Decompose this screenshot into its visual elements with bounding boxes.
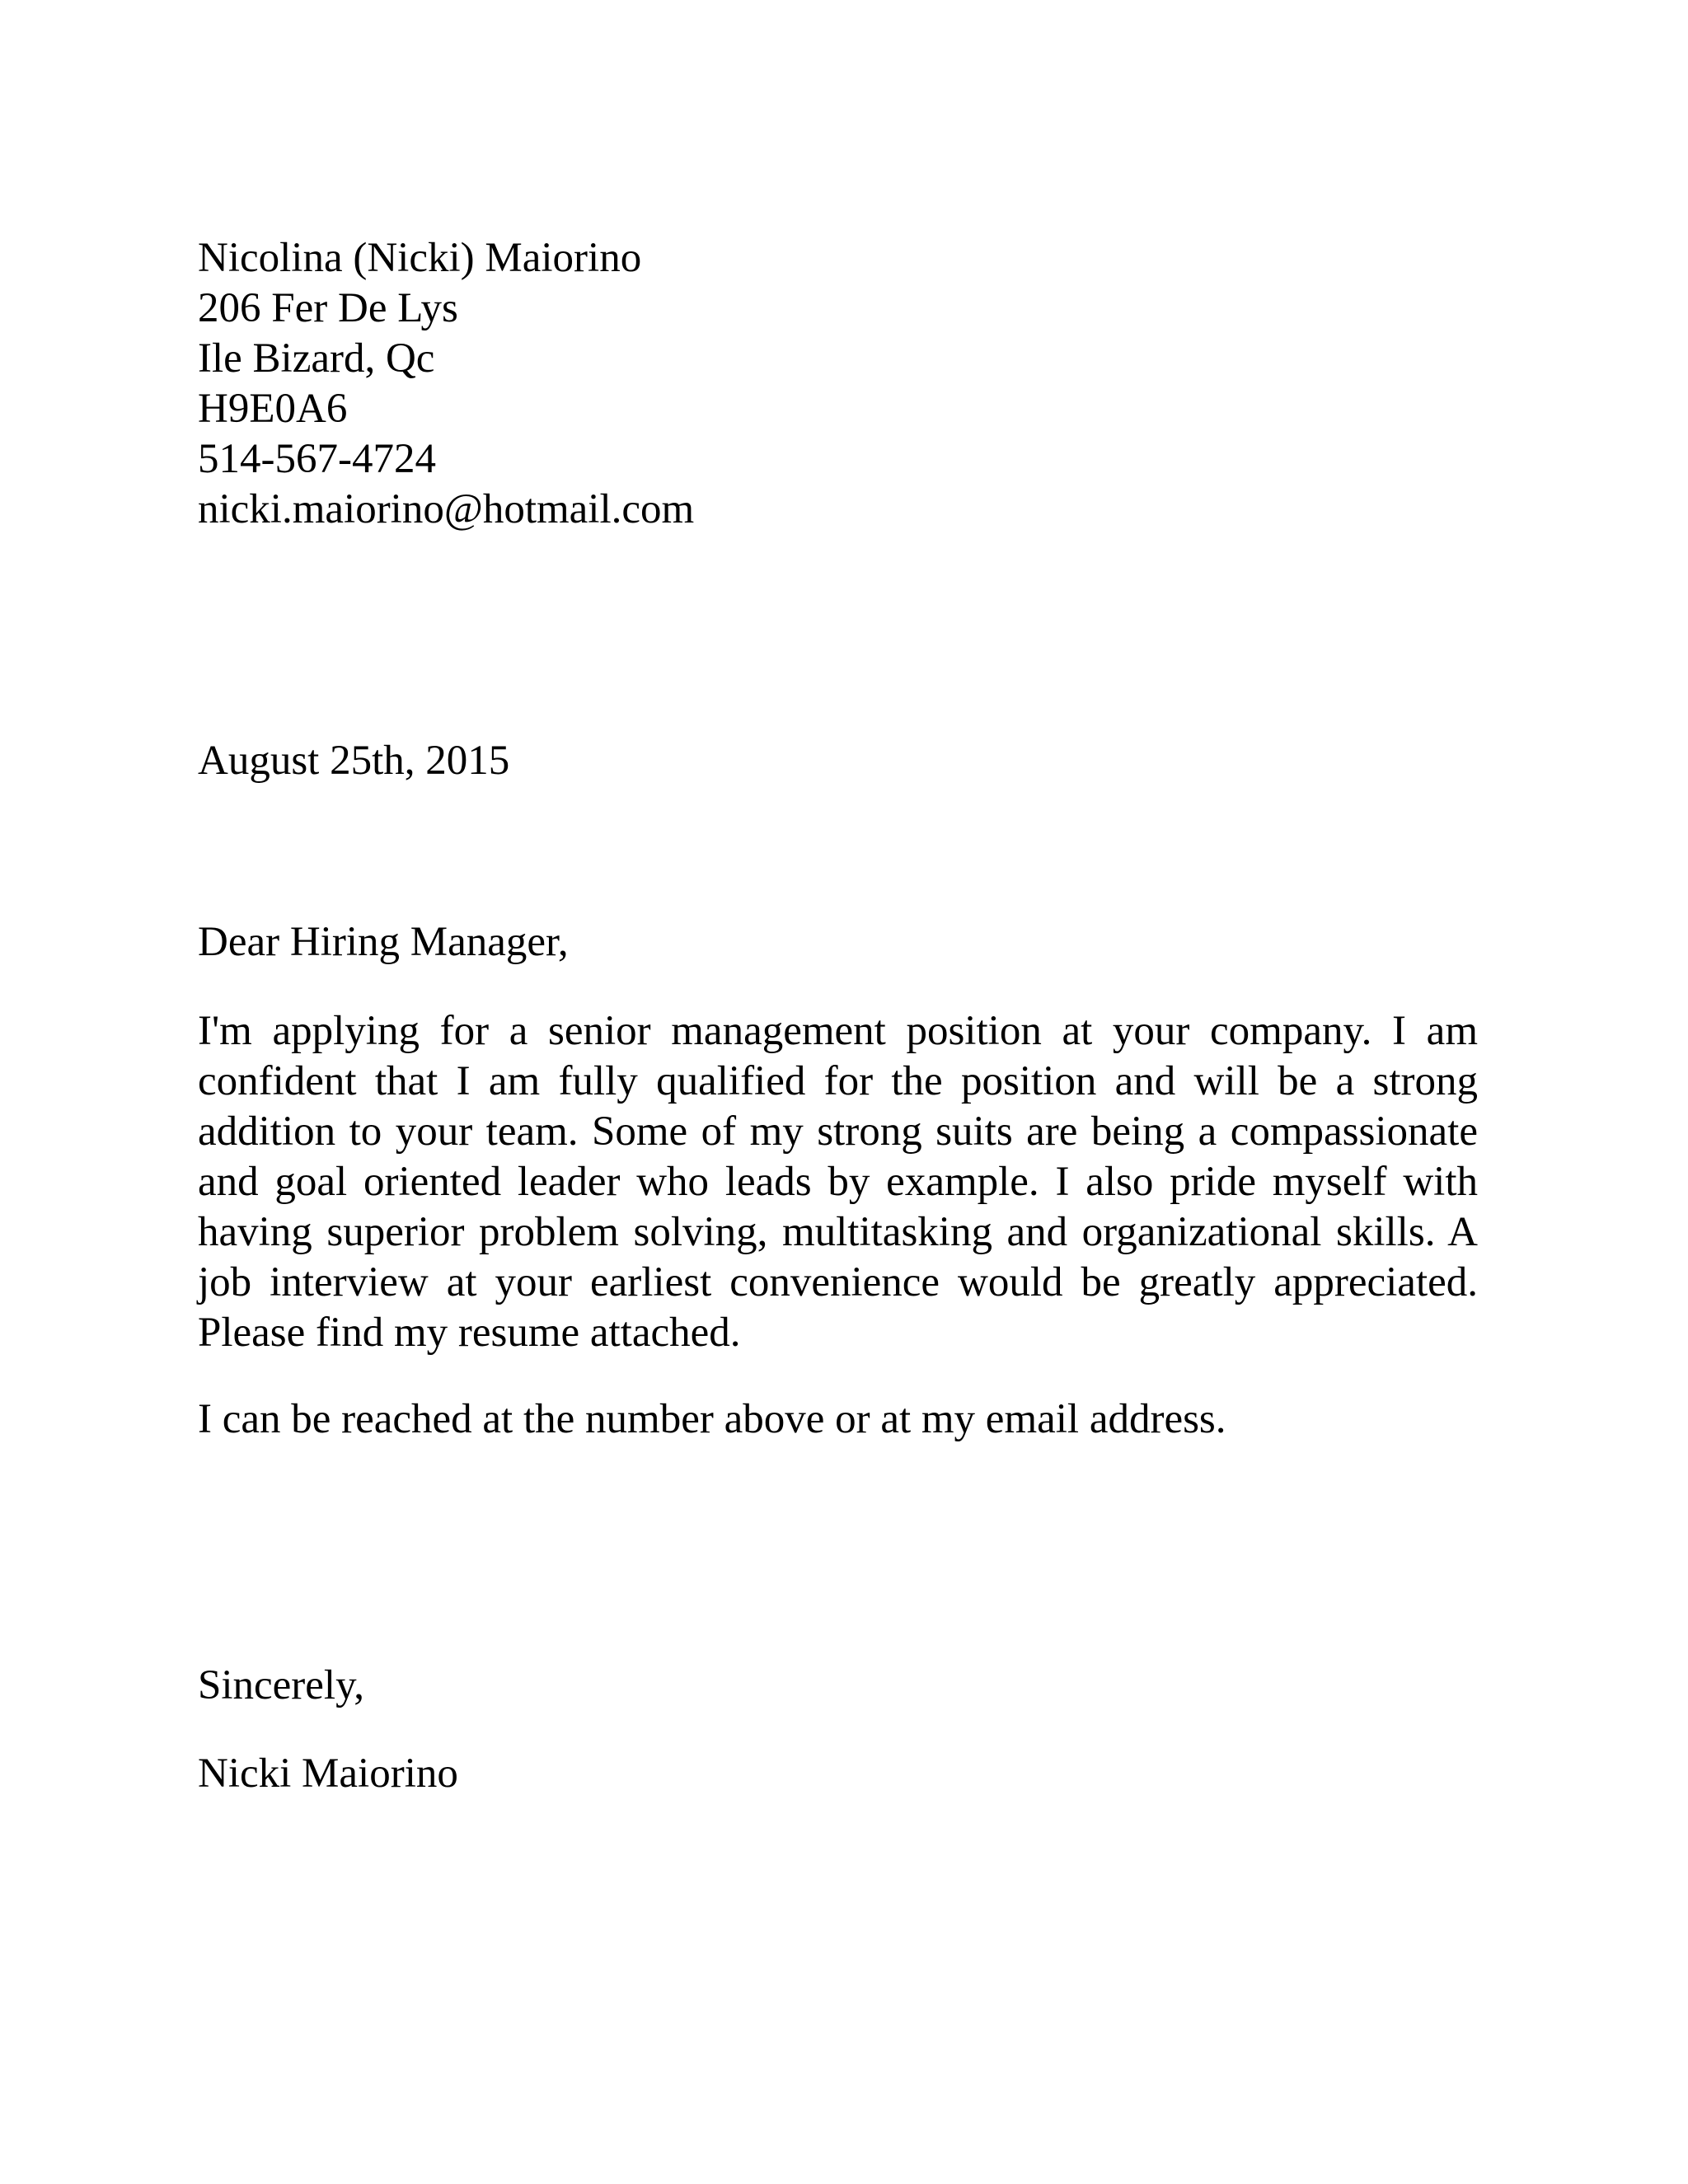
sender-city: Ile Bizard, Qc [198, 335, 435, 382]
sender-street: 206 Fer De Lys [198, 285, 458, 331]
body-paragraph-1: I'm applying for a senior management position at your company. I am confident that I am fully qualified for the position and will be a strong addition to your team. Some of my strong suits are being a compassionate and goal oriented leader who leads by example. I also pride myself with having superior problem solving, multitasking and organizational skills. A job interview at your earliest convenience would be greatly appreciated. Please find my resume attached. [198, 1008, 1478, 1356]
sender-address-block [198, 233, 1478, 535]
body-paragraph-2: I can be reached at the number above or at my email address. [198, 1396, 1226, 1442]
closing: Sincerely, [198, 1662, 365, 1708]
letter-date: August 25th, 2015 [198, 738, 510, 784]
sender-name: Nicolina (Nicki) Maiorino [198, 235, 642, 281]
sender-postal-code: H9E0A6 [198, 386, 348, 432]
sender-email: nicki.maiorino@hotmail.com [198, 486, 695, 532]
sender-phone: 514-567-4724 [198, 436, 436, 482]
salutation: Dear Hiring Manager, [198, 919, 569, 965]
signature-name: Nicki Maiorino [198, 1750, 458, 1797]
